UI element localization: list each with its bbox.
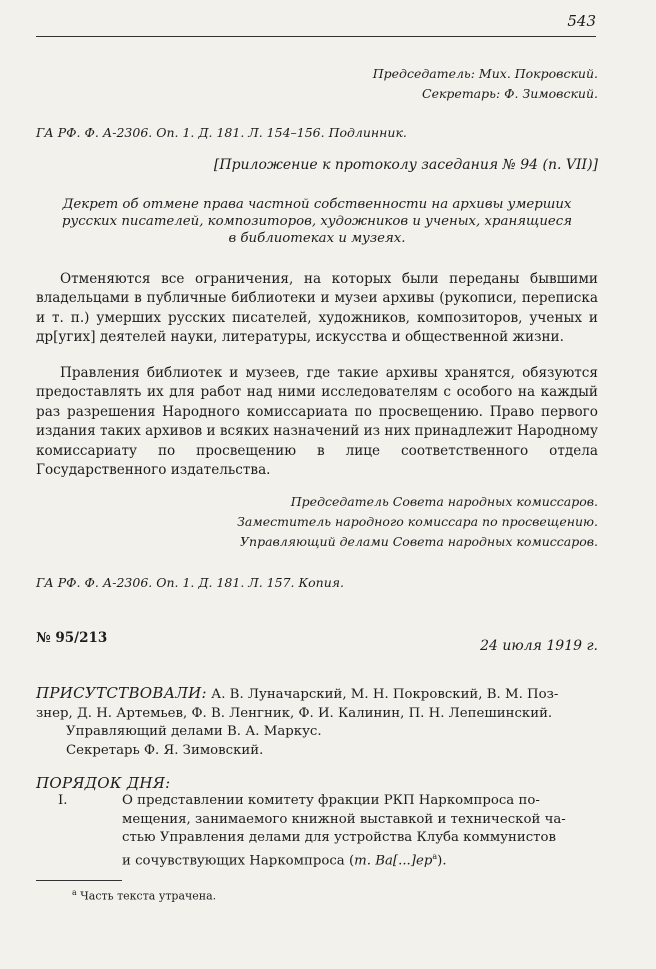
- decree-title-line: в библиотеках и музеях.: [228, 231, 406, 246]
- attendance-label: ПРИСУТСТВОВАЛИ:: [36, 684, 207, 702]
- decree-title: [36, 196, 598, 247]
- decree-body-2: [36, 364, 598, 480]
- decree-title-line: русских писателей, композиторов, художников и ученых, хранящиеся: [61, 214, 573, 229]
- attendance-line-1: А. В. Луначарский, М. Н. Покровский, В. М. Поз-: [211, 687, 559, 702]
- signature-business-manager: Управляющий делами Совета народных комиссаров.: [239, 534, 598, 549]
- agenda-item-line-text: и сочувствующих Наркомпроса (: [122, 852, 355, 868]
- signature-chairman-snk: Председатель Совета народных комиссаров.: [290, 494, 598, 509]
- attendance-line-2: знер, Д. Н. Артемьев, Ф. В. Ленгник, Ф. И. Калинин, П. Н. Лепешинский.: [36, 705, 553, 721]
- attendance-block: [36, 684, 598, 760]
- decree-paragraph: Правления библиотек и музеев, где такие архивы хранятся, обязуются предоставлять их для работ над ними исследователям с особого на каждый раз разрешения Народного комиссариата по просвещению. Право первого издания таких архивов и всяких назначений из них принадлежит Народному комиссариату по просвещению в лице соответственного отдела Государственного издательства.: [36, 365, 598, 479]
- footnote-marker: а: [432, 851, 438, 861]
- protocol-number: № 95/213: [36, 630, 108, 646]
- agenda-item-line: О представлении комитету фракции РКП Наркомпроса по-: [122, 793, 540, 808]
- attendance-secretary: Секретарь Ф. Я. Зимовский.: [66, 742, 264, 758]
- attendance-manager: Управляющий делами В. А. Маркус.: [66, 724, 322, 739]
- appendix-heading: [Приложение к протоколу заседания № 94 (п. VII)]: [213, 157, 598, 173]
- secretary-signature: Секретарь: Ф. Зимовский.: [422, 86, 598, 101]
- footnote-text: Часть текста утрачена.: [80, 889, 217, 903]
- footnote: [72, 888, 216, 903]
- decree-title-line: Декрет об отмене права частной собственности на архивы умерших: [62, 197, 572, 212]
- agenda-item-number: I.: [58, 793, 68, 808]
- agenda-item-line-last: [122, 848, 598, 871]
- agenda-item-line: стью Управления делами для устройства Клуба коммунистов: [122, 830, 557, 845]
- protocol-date: 24 июля 1919 г.: [480, 638, 598, 654]
- archive-citation-2: ГА РФ. Ф. А-2306. Оп. 1. Д. 181. Л. 157. Копия.: [36, 575, 345, 590]
- decree-body: [36, 270, 598, 348]
- agenda-item-italic: т. Ва[...]ер: [354, 852, 433, 868]
- agenda-item-1: [122, 792, 598, 870]
- decree-paragraph: Отменяются все ограничения, на которых были переданы бывшими владельцами в публичные библиотеки и музеи архивы (рукописи, переписка и т. п.) умерших русских писателей, художников, композиторов, ученых и др[угих] деятелей науки, литературы, искусства и общественной жизни.: [36, 271, 598, 346]
- agenda-item-line: мещения, занимаемого книжной выставкой и технической ча-: [122, 811, 566, 827]
- signature-deputy-commissar: Заместитель народного комиссара по просвещению.: [237, 514, 598, 529]
- page-header: [36, 12, 596, 37]
- archive-citation-1: ГА РФ. Ф. А-2306. Оп. 1. Д. 181. Л. 154–156. Подлинник.: [36, 125, 407, 140]
- page-number: 543: [567, 12, 596, 30]
- chairman-signature: Председатель: Мих. Покровский.: [372, 66, 598, 81]
- agenda-label: ПОРЯДОК ДНЯ:: [36, 774, 171, 792]
- footnote-mark: а: [72, 888, 77, 897]
- agenda-item-end: ).: [437, 852, 447, 868]
- footnote-divider: [36, 880, 122, 881]
